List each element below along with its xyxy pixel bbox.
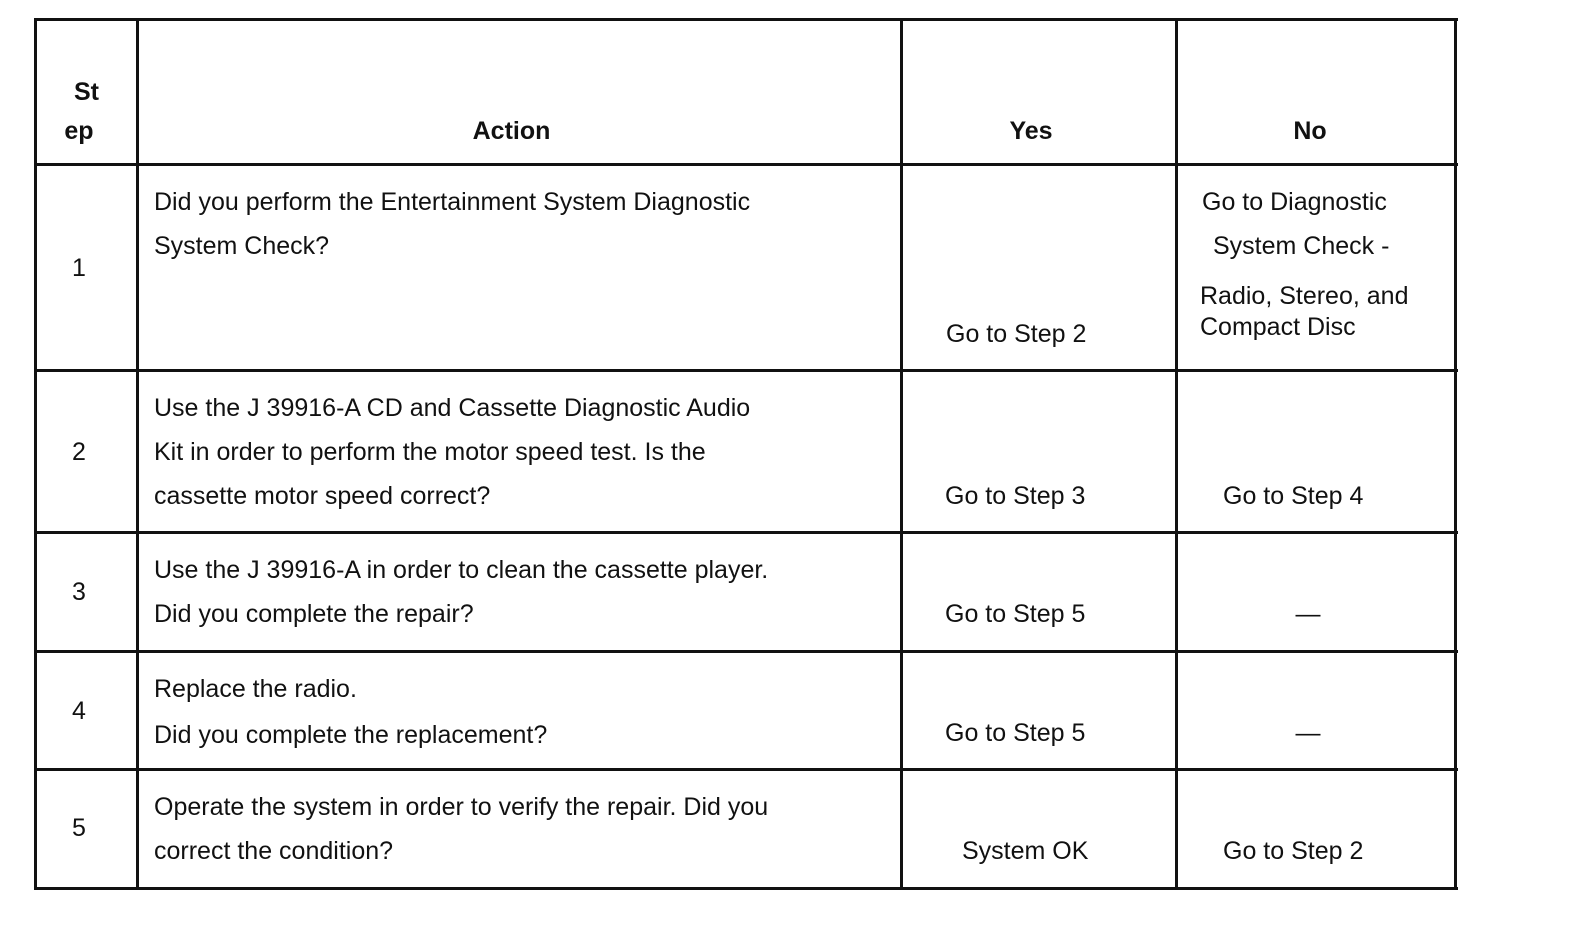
action-text: Operate the system in order to verify the repair. Did you (154, 793, 769, 821)
action-text: Did you complete the repair? (154, 600, 474, 628)
no-result: — (1295, 600, 1321, 628)
yes-result: System OK (962, 837, 1089, 865)
header-divider (34, 163, 1458, 166)
yes-result: Go to Step 3 (945, 482, 1086, 510)
no-result: — (1295, 719, 1321, 747)
header-step-line1: St (74, 78, 99, 106)
no-result: Go to Step 2 (1223, 837, 1364, 865)
row-divider-3 (34, 650, 1458, 653)
no-result: System Check - (1213, 232, 1390, 260)
yes-result: Go to Step 5 (945, 600, 1086, 628)
row-divider-1 (34, 369, 1458, 372)
no-result: Radio, Stereo, and (1200, 282, 1409, 310)
header-yes: Yes (1009, 117, 1053, 145)
action-text: Replace the radio. (154, 675, 357, 703)
no-result: Go to Step 4 (1223, 482, 1364, 510)
step-number: 3 (72, 578, 86, 606)
no-result: Go to Diagnostic (1202, 188, 1387, 216)
step-number: 2 (72, 438, 86, 466)
header-step-line2: ep (64, 117, 94, 145)
action-text: Kit in order to perform the motor speed test. Is the (154, 438, 706, 466)
row-divider-4 (34, 768, 1458, 771)
table-border-top (34, 18, 1458, 21)
row-divider-2 (34, 531, 1458, 534)
step-number: 1 (72, 254, 86, 282)
yes-result: Go to Step 5 (945, 719, 1086, 747)
action-text: Use the J 39916-A CD and Cassette Diagnostic Audio (154, 394, 751, 422)
action-text: Did you complete the replacement? (154, 721, 548, 749)
yes-result: Go to Step 2 (946, 320, 1087, 348)
step-number: 4 (72, 697, 86, 725)
action-text: cassette motor speed correct? (154, 482, 491, 510)
header-no: No (1293, 117, 1327, 145)
table-border-bottom (34, 887, 1458, 890)
action-text: correct the condition? (154, 837, 394, 865)
table-border-right (1454, 18, 1457, 890)
action-text: System Check? (154, 232, 330, 260)
step-number: 5 (72, 814, 86, 842)
action-text: Use the J 39916-A in order to clean the cassette player. (154, 556, 769, 584)
action-text: Did you perform the Entertainment System Diagnostic (154, 188, 751, 216)
no-result: Compact Disc (1200, 313, 1356, 341)
header-action: Action (472, 117, 551, 145)
